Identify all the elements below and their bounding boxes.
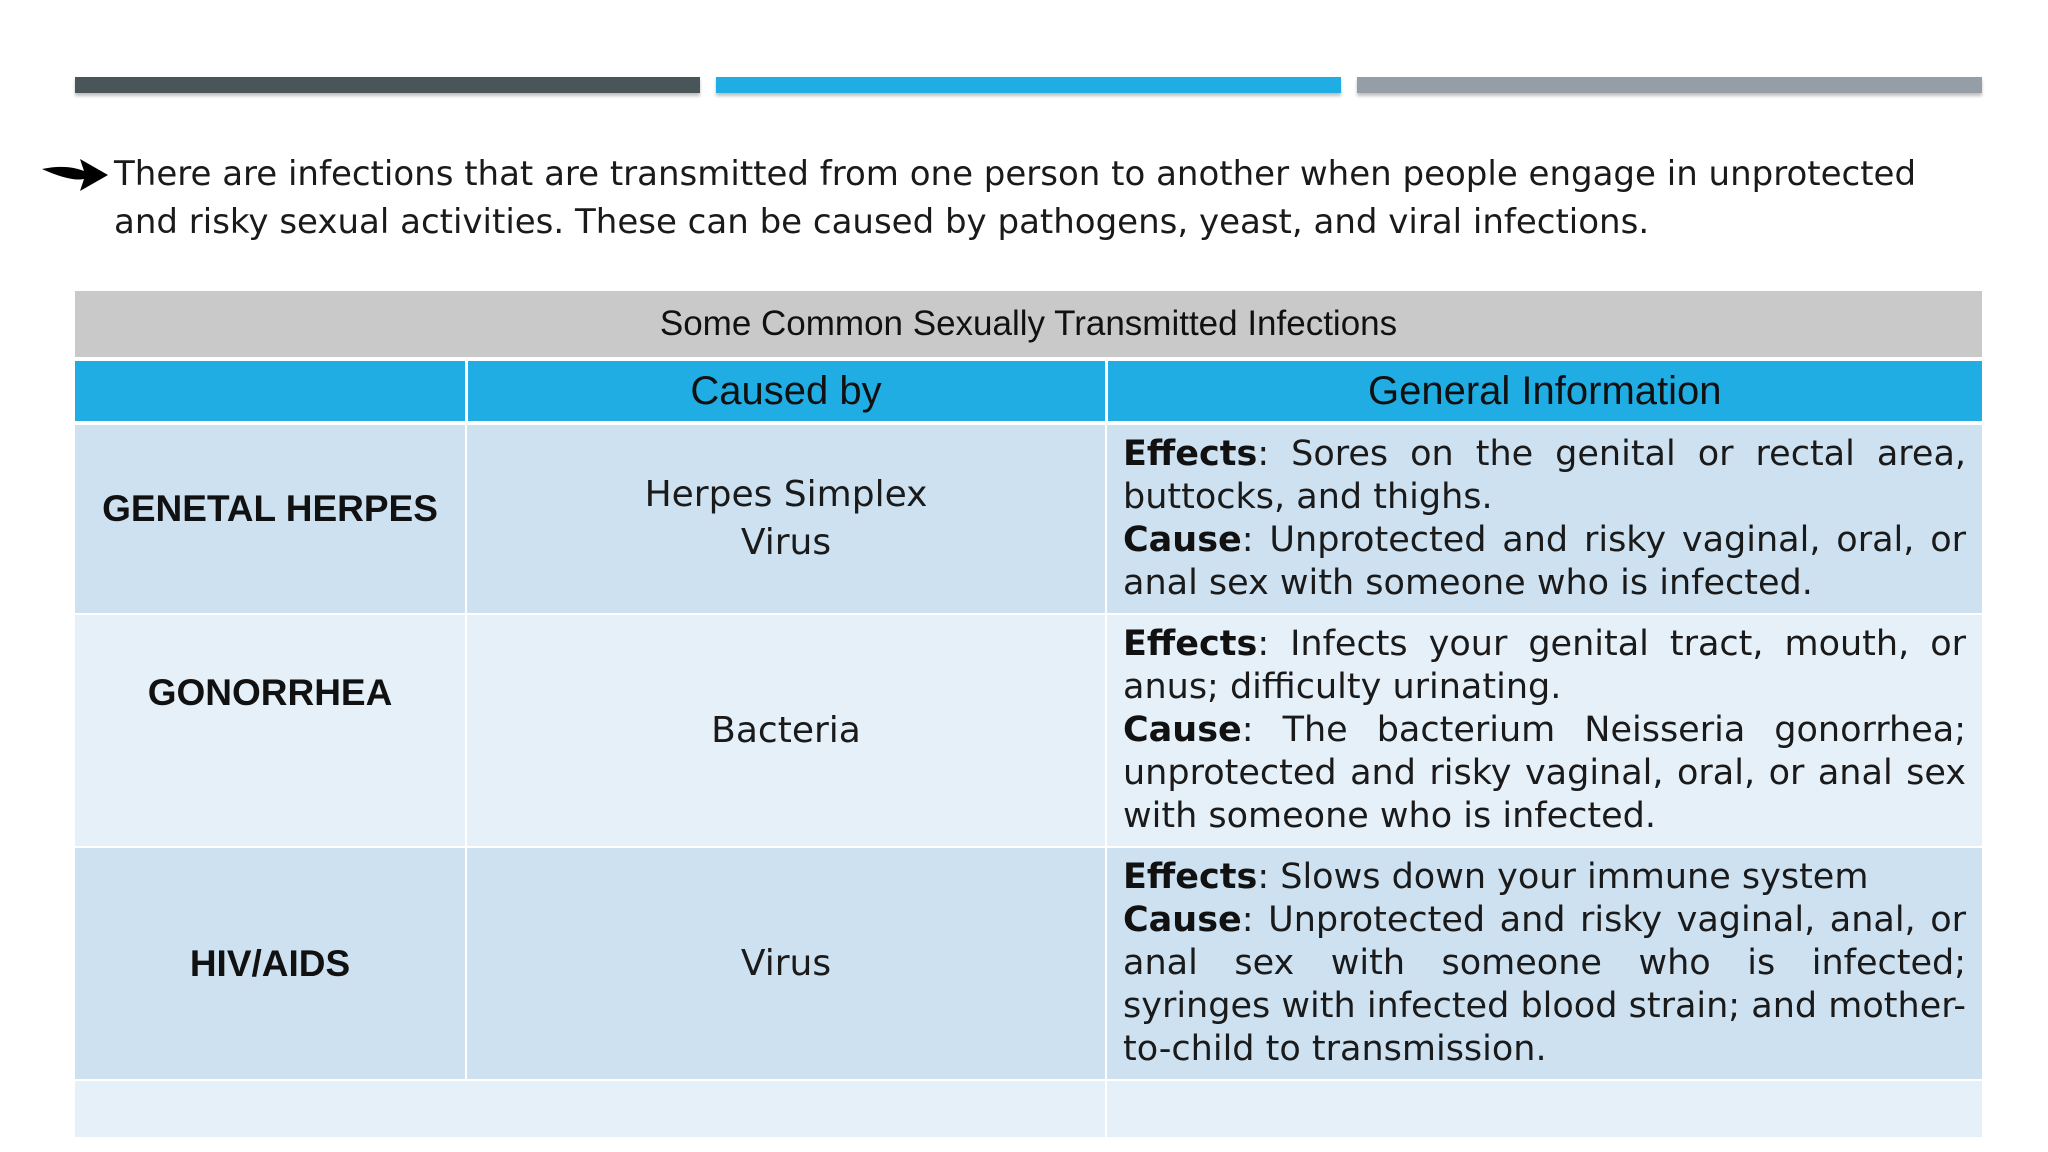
caused-by-cell [466, 847, 1106, 1080]
effects-line [1123, 433, 1966, 519]
effects-label: Effects [1123, 857, 1258, 897]
empty-cell [1106, 1080, 1982, 1138]
effects-line [1123, 623, 1966, 709]
empty-cell [75, 1080, 1106, 1138]
infection-name: GONORRHEA [147, 671, 393, 713]
infection-name: GENETAL HERPES [102, 488, 438, 529]
top-bar-dark [75, 77, 700, 93]
top-bar-blue [716, 77, 1341, 93]
caused-by-cell [466, 423, 1106, 614]
cause-text: : Unprotected and risky vaginal, oral, or anal sex with someone who is infected. [1123, 520, 1967, 603]
effects-text: : Slows down your immune system [1257, 857, 1869, 897]
table-caption: Some Common Sexually Transmitted Infections [75, 291, 1982, 359]
general-info-cell [1106, 423, 1982, 614]
caused-by-line1: Herpes Simplex [644, 474, 928, 515]
table-row [75, 614, 1982, 847]
general-info-cell [1106, 614, 1982, 847]
arrow-right-icon [40, 155, 110, 195]
caused-by-cell [466, 614, 1106, 847]
table-row [75, 423, 1982, 614]
cause-text: : Unprotected and risky vaginal, anal, or anal sex with someone who is infected; syringes with infected blood strain; and mother-to-child to transmission. [1123, 900, 1967, 1069]
infection-name: HIV/AIDS [189, 942, 351, 984]
top-bar-gray [1357, 77, 1982, 93]
caused-by-line1: Bacteria [711, 709, 861, 751]
cause-line [1123, 899, 1966, 1071]
effects-text: : Sores on the genital or rectal area, buttocks, and thighs. [1123, 434, 1967, 517]
effects-label: Effects [1123, 434, 1258, 474]
table-caption-row [75, 291, 1982, 359]
cause-label: Cause [1123, 900, 1242, 940]
cause-line [1123, 519, 1966, 605]
infection-name-cell [75, 423, 466, 614]
cause-label: Cause [1123, 520, 1242, 560]
cause-label: Cause [1123, 710, 1242, 750]
header-blank [75, 359, 466, 423]
intro-text: There are infections that are transmitted from one person to another when people engage in unprotected and risky sexual activities. These can be caused by pathogens, yeast, and viral infections. [114, 154, 1917, 242]
effects-label: Effects [1123, 624, 1258, 664]
effects-text: : Infects your genital tract, mouth, or anus; difficulty urinating. [1123, 624, 1967, 707]
cause-text: : The bacterium Neisseria gonorrhea; unprotected and risky vaginal, oral, or anal sex with someone who is infected. [1123, 710, 1967, 836]
caused-by-line1: Virus [740, 942, 832, 984]
header-general-info: General Information [1106, 359, 1982, 423]
table-header-row [75, 359, 1982, 423]
table-row [75, 847, 1982, 1080]
infection-name-cell [75, 847, 466, 1080]
sti-table [75, 291, 1982, 1139]
table-row-empty [75, 1080, 1982, 1138]
general-info-cell [1106, 847, 1982, 1080]
caused-by-line2: Virus [740, 522, 832, 563]
effects-line [1123, 856, 1966, 899]
header-caused-by: Caused by [466, 359, 1106, 423]
infection-name-cell [75, 614, 466, 847]
cause-line [1123, 709, 1966, 838]
